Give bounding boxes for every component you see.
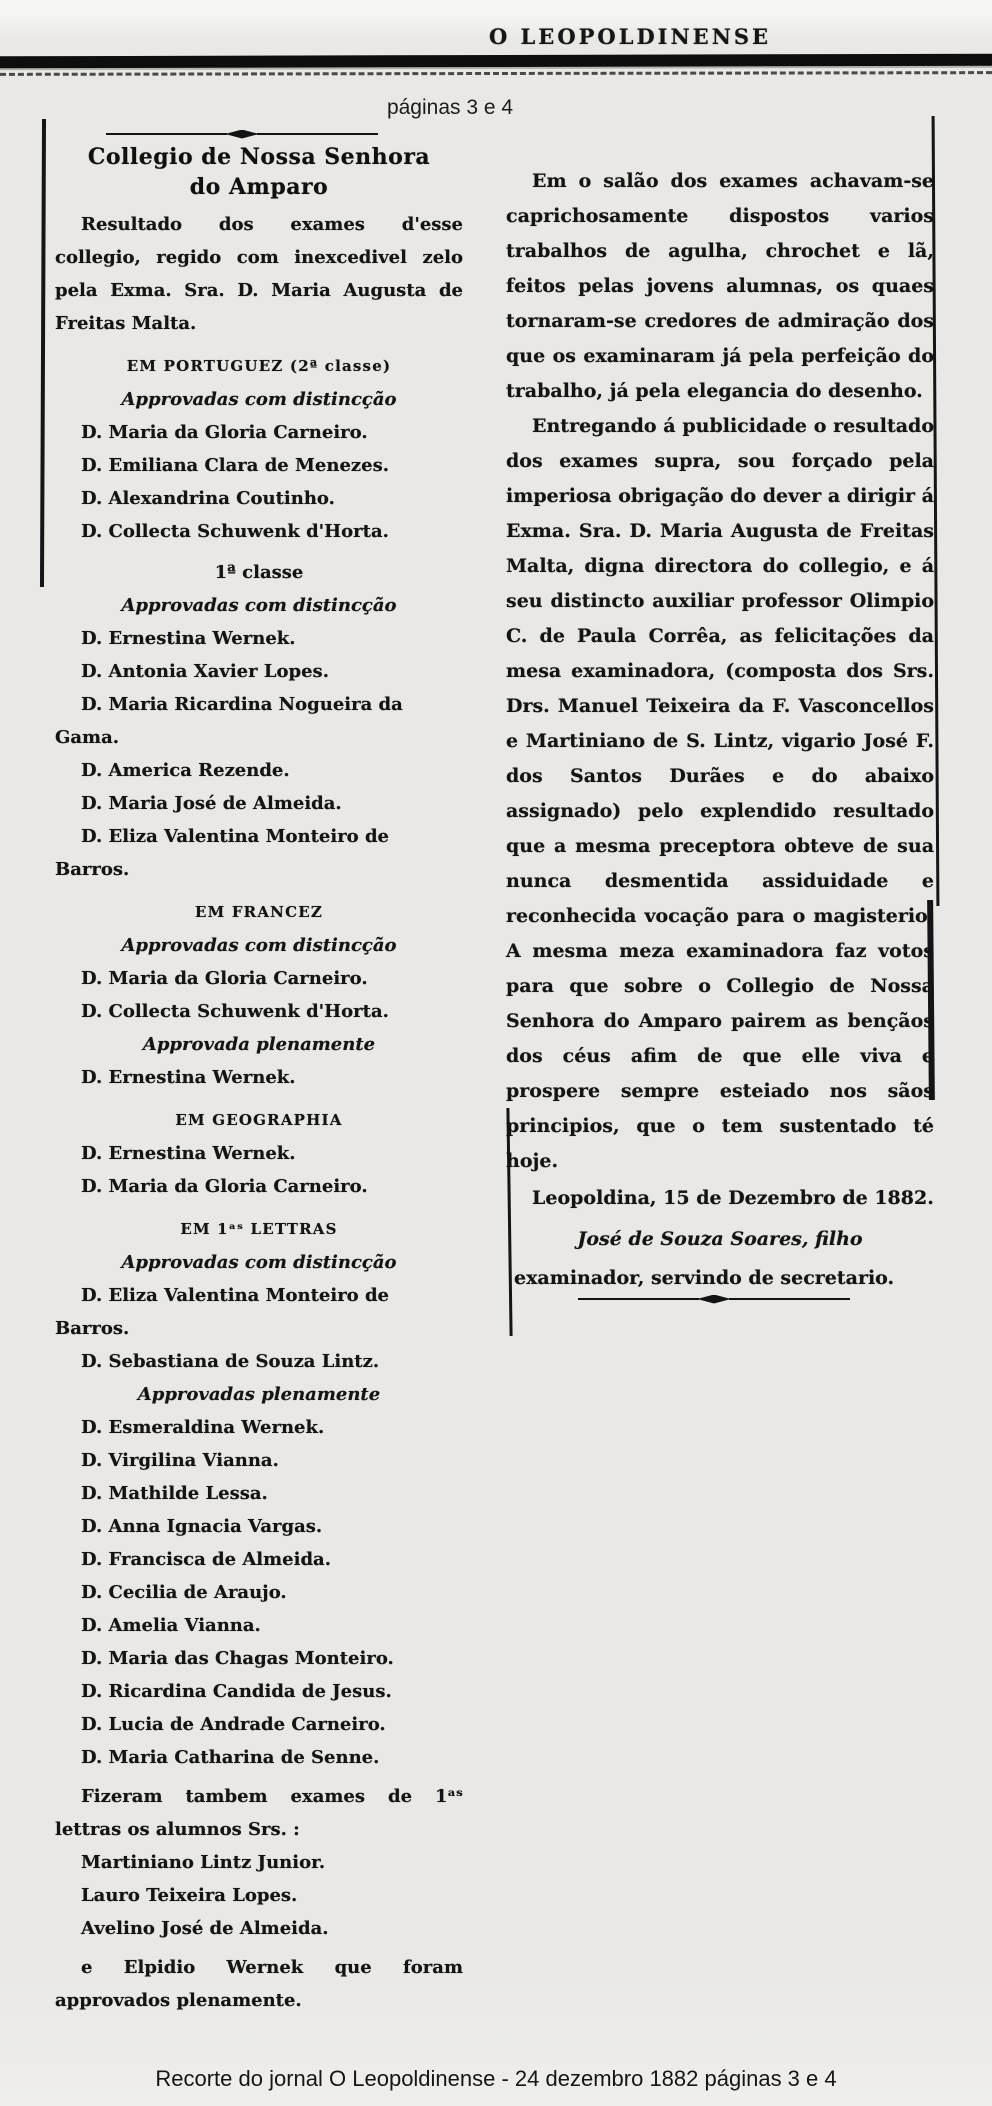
student-name: D. Ernestina Wernek. (81, 628, 296, 649)
student-name: D. Eliza Valentina Monteiro de Barros. (55, 826, 389, 880)
section-heading: EM GEOGRAPHIA (175, 1111, 343, 1129)
dateline: Leopoldina, 15 de Dezembro de 1882. (532, 1187, 934, 1209)
section-heading: EM FRANCEZ (194, 903, 324, 921)
divider-line (106, 133, 227, 135)
divider-line (257, 133, 378, 135)
ornamental-divider-bottom (578, 1294, 850, 1304)
student-name: D. Ernestina Wernek. (81, 1067, 296, 1088)
student-name: D. Ernestina Wernek. (81, 1143, 296, 1164)
paragraph: e Elpidio Wernek que foram approvados plenamente. (55, 1957, 463, 2011)
student-name: D. Maria da Gloria Carneiro. (81, 968, 368, 989)
subsection-heading: Approvada plenamente (142, 1034, 376, 1055)
paragraph: Fizeram tambem exames de 1ᵃˢ lettras os alumnos Srs. : (55, 1786, 463, 1840)
signature: José de Souza Soares, filho (577, 1228, 863, 1250)
student-name: D. Eliza Valentina Monteiro de Barros. (55, 1285, 389, 1339)
student-name: D. Maria da Gloria Carneiro. (81, 1176, 368, 1197)
student-name: D. Sebastiana de Souza Lintz. (81, 1351, 380, 1372)
student-name: Lauro Teixeira Lopes. (81, 1885, 298, 1906)
student-name: D. Maria das Chagas Monteiro. (81, 1648, 394, 1669)
student-name: D. Anna Ignacia Vargas. (81, 1516, 323, 1537)
divider-diamond-icon (697, 1295, 731, 1304)
student-name: Avelino José de Almeida. (81, 1918, 329, 1939)
article-title-line1: Collegio de Nossa Senhora (87, 144, 431, 170)
student-name: D. America Rezende. (81, 760, 290, 781)
masthead-rule-secondary (0, 71, 992, 76)
subsection-heading: Approvadas plenamente (137, 1384, 381, 1405)
student-name: D. Amelia Vianna. (81, 1615, 261, 1636)
student-name: D. Esmeraldina Wernek. (81, 1417, 325, 1438)
article-title-line2: do Amparo (189, 174, 329, 200)
signature-role: examinador, servindo de secretario. (514, 1267, 895, 1289)
student-name: D. Cecilia de Araujo. (81, 1582, 287, 1603)
student-name: Martiniano Lintz Junior. (81, 1852, 326, 1873)
right-column-content (506, 164, 934, 1179)
subsection-heading: Approvadas com distincção (121, 935, 397, 956)
divider-line (578, 1298, 699, 1300)
clipping-caption: Recorte do jornal O Leopoldinense - 24 dezembro 1882 páginas 3 e 4 (155, 2066, 837, 2091)
divider-line (729, 1298, 850, 1300)
paragraph: Resultado dos exames d'esse collegio, regido com inexcedivel zelo pela Exma. Sra. D. Maria Augusta de Freitas Malta. (55, 214, 463, 334)
subsection-heading: Approvadas com distincção (121, 1252, 397, 1273)
article-title (55, 142, 463, 202)
student-name: D. Maria da Gloria Carneiro. (81, 422, 368, 443)
student-name: D. Maria Catharina de Senne. (81, 1747, 380, 1768)
section-heading: EM 1ᵃˢ LETTRAS (180, 1220, 338, 1238)
student-name: D. Lucia de Andrade Carneiro. (81, 1714, 386, 1735)
student-name: D. Virgilina Vianna. (81, 1450, 279, 1471)
student-name: D. Francisca de Almeida. (81, 1549, 331, 1570)
right-column (506, 164, 934, 1296)
masthead-rule (0, 54, 992, 69)
paragraph: Entregando á publicidade o resultado dos exames supra, sou forçado pela imperiosa obrigação do dever a dirigir á Exma. Sra. D. Maria Augusta de Freitas Malta, digna directora do collegio, e á seu distincto auxiliar professor Olimpio C. de Paula Corrêa, as felicitações da mesa examinadora, (composta dos Srs. Drs. Manuel Teixeira da F. Vasconcellos e Martiniano de S. Lintz, vigario José F. dos Santos Durães e do abaixo assignado) pelo explendido resultado que a mesma preceptora obteve de sua nunca desmentida assiduidade e reconhecida vocação para o magisterio. A mesma meza examinadora faz votos para que sobre o Collegio de Nossa Senhora do Amparo pairem as bençãos dos céus afim de que elle viva e prospere sempre esteiado nos sãos principios, que o tem sustentado té hoje. (506, 415, 934, 1172)
subsection-heading: Approvadas com distincção (121, 595, 397, 616)
left-column-rule (40, 119, 46, 587)
student-name: D. Collecta Schuwenk d'Horta. (81, 1001, 389, 1022)
student-name: D. Emiliana Clara de Menezes. (81, 455, 389, 476)
student-name: D. Ricardina Candida de Jesus. (81, 1681, 392, 1702)
ornamental-divider-top (106, 129, 378, 139)
left-column (55, 142, 463, 2017)
student-name: D. Antonia Xavier Lopes. (81, 661, 329, 682)
page-label: páginas 3 e 4 (386, 96, 514, 119)
class-heading: 1ª classe (214, 562, 304, 583)
student-name: D. Maria José de Almeida. (81, 793, 342, 814)
student-name: D. Collecta Schuwenk d'Horta. (81, 521, 389, 542)
newspaper-masthead: O LEOPOLDINENSE (488, 24, 772, 49)
section-heading: EM PORTUGUEZ (2ª classe) (126, 357, 392, 375)
subsection-heading: Approvadas com distincção (121, 389, 397, 410)
left-column-content (55, 208, 463, 2017)
student-name: D. Alexandrina Coutinho. (81, 488, 335, 509)
divider-diamond-icon (225, 130, 259, 139)
paragraph: Em o salão dos exames achavam-se caprichosamente dispostos varios trabalhos de agulha, chrochet e lã, feitos pelas jovens alumnas, os quaes tornaram-se credores de admiração dos que os examinaram já pela perfeição do trabalho, já pela elegancia do desenho. (506, 170, 934, 402)
student-name: D. Maria Ricardina Nogueira da Gama. (55, 694, 403, 748)
student-name: D. Mathilde Lessa. (81, 1483, 268, 1504)
